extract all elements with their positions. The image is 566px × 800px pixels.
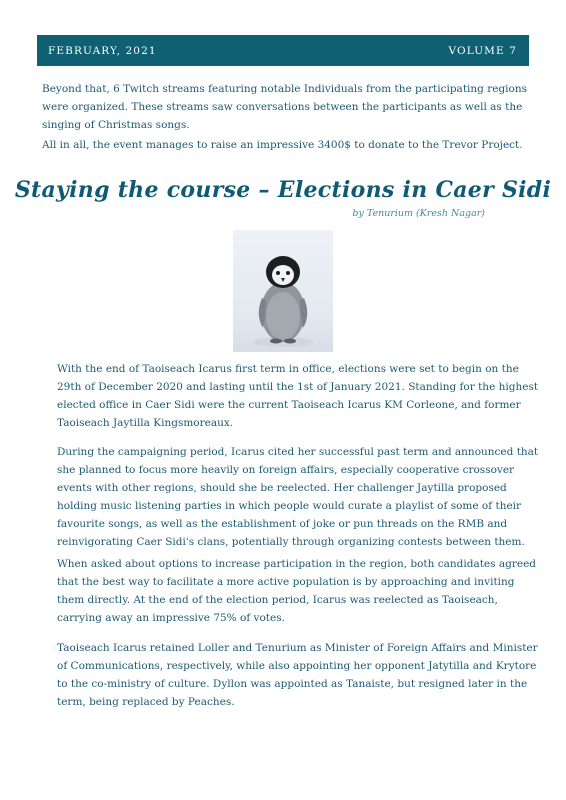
newsletter-header-bar: [37, 35, 529, 66]
article-byline: by Tenurium (Kresh Nagar): [352, 208, 485, 219]
penguin-chick-icon: [233, 230, 333, 352]
intro-paragraph-2: All in all, the event manages to raise an impressive 3400$ to donate to the Trevor Project.: [42, 139, 523, 151]
article-paragraph-2: During the campaigning period, Icarus cited her successful past term and announced that she planned to focus more heavily on foreign affairs, especially cooperative crossover events with other regions, should she be reelected. Her challenger Jaytilla proposed holding music listening parties in which people would curate a playlist of some of their favourite songs, as well as the establishment of joke or pun threads on the RMB and reinvigorating Caer Sidi's clans, potentially through organizing contests between them.: [57, 446, 539, 548]
article-paragraph-3: When asked about options to increase participation in the region, both candidates agreed that the best way to facilitate a more active population is by approaching and inviting them directly. At the end of the election period, Icarus was reelected as Taoiseach, carrying away an impressive 75% of votes.: [57, 558, 537, 624]
article-paragraph-4: Taoiseach Icarus retained Loller and Tenurium as Minister of Foreign Affairs and Minister of Communications, respectively, while also appointing her opponent Jatytilla and Krytore to the co-ministry of culture. Dyllon was appointed as Tanaiste, but resigned later in the term, being replaced by Peaches.: [57, 642, 538, 708]
article-paragraph-1: With the end of Taoiseach Icarus first term in office, elections were set to begin on the 29th of December 2020 and lasting until the 1st of January 2021. Standing for the highest elected office in Caer Sidi were the current Taoiseach Icarus KM Corleone, and former Taoiseach Jaytilla Kingsmoreaux.: [57, 363, 539, 429]
article-title: Staying the course – Elections in Caer Sidi: [14, 177, 552, 203]
intro-paragraph-1: Beyond that, 6 Twitch streams featuring notable Individuals from the participating regions were organized. These streams saw conversations between the participants as well as the singing of Christmas songs.: [42, 83, 527, 131]
issue-date: FEBRUARY, 2021: [48, 44, 157, 57]
article-photo: [233, 230, 333, 352]
issue-volume: VOLUME 7: [448, 44, 517, 57]
